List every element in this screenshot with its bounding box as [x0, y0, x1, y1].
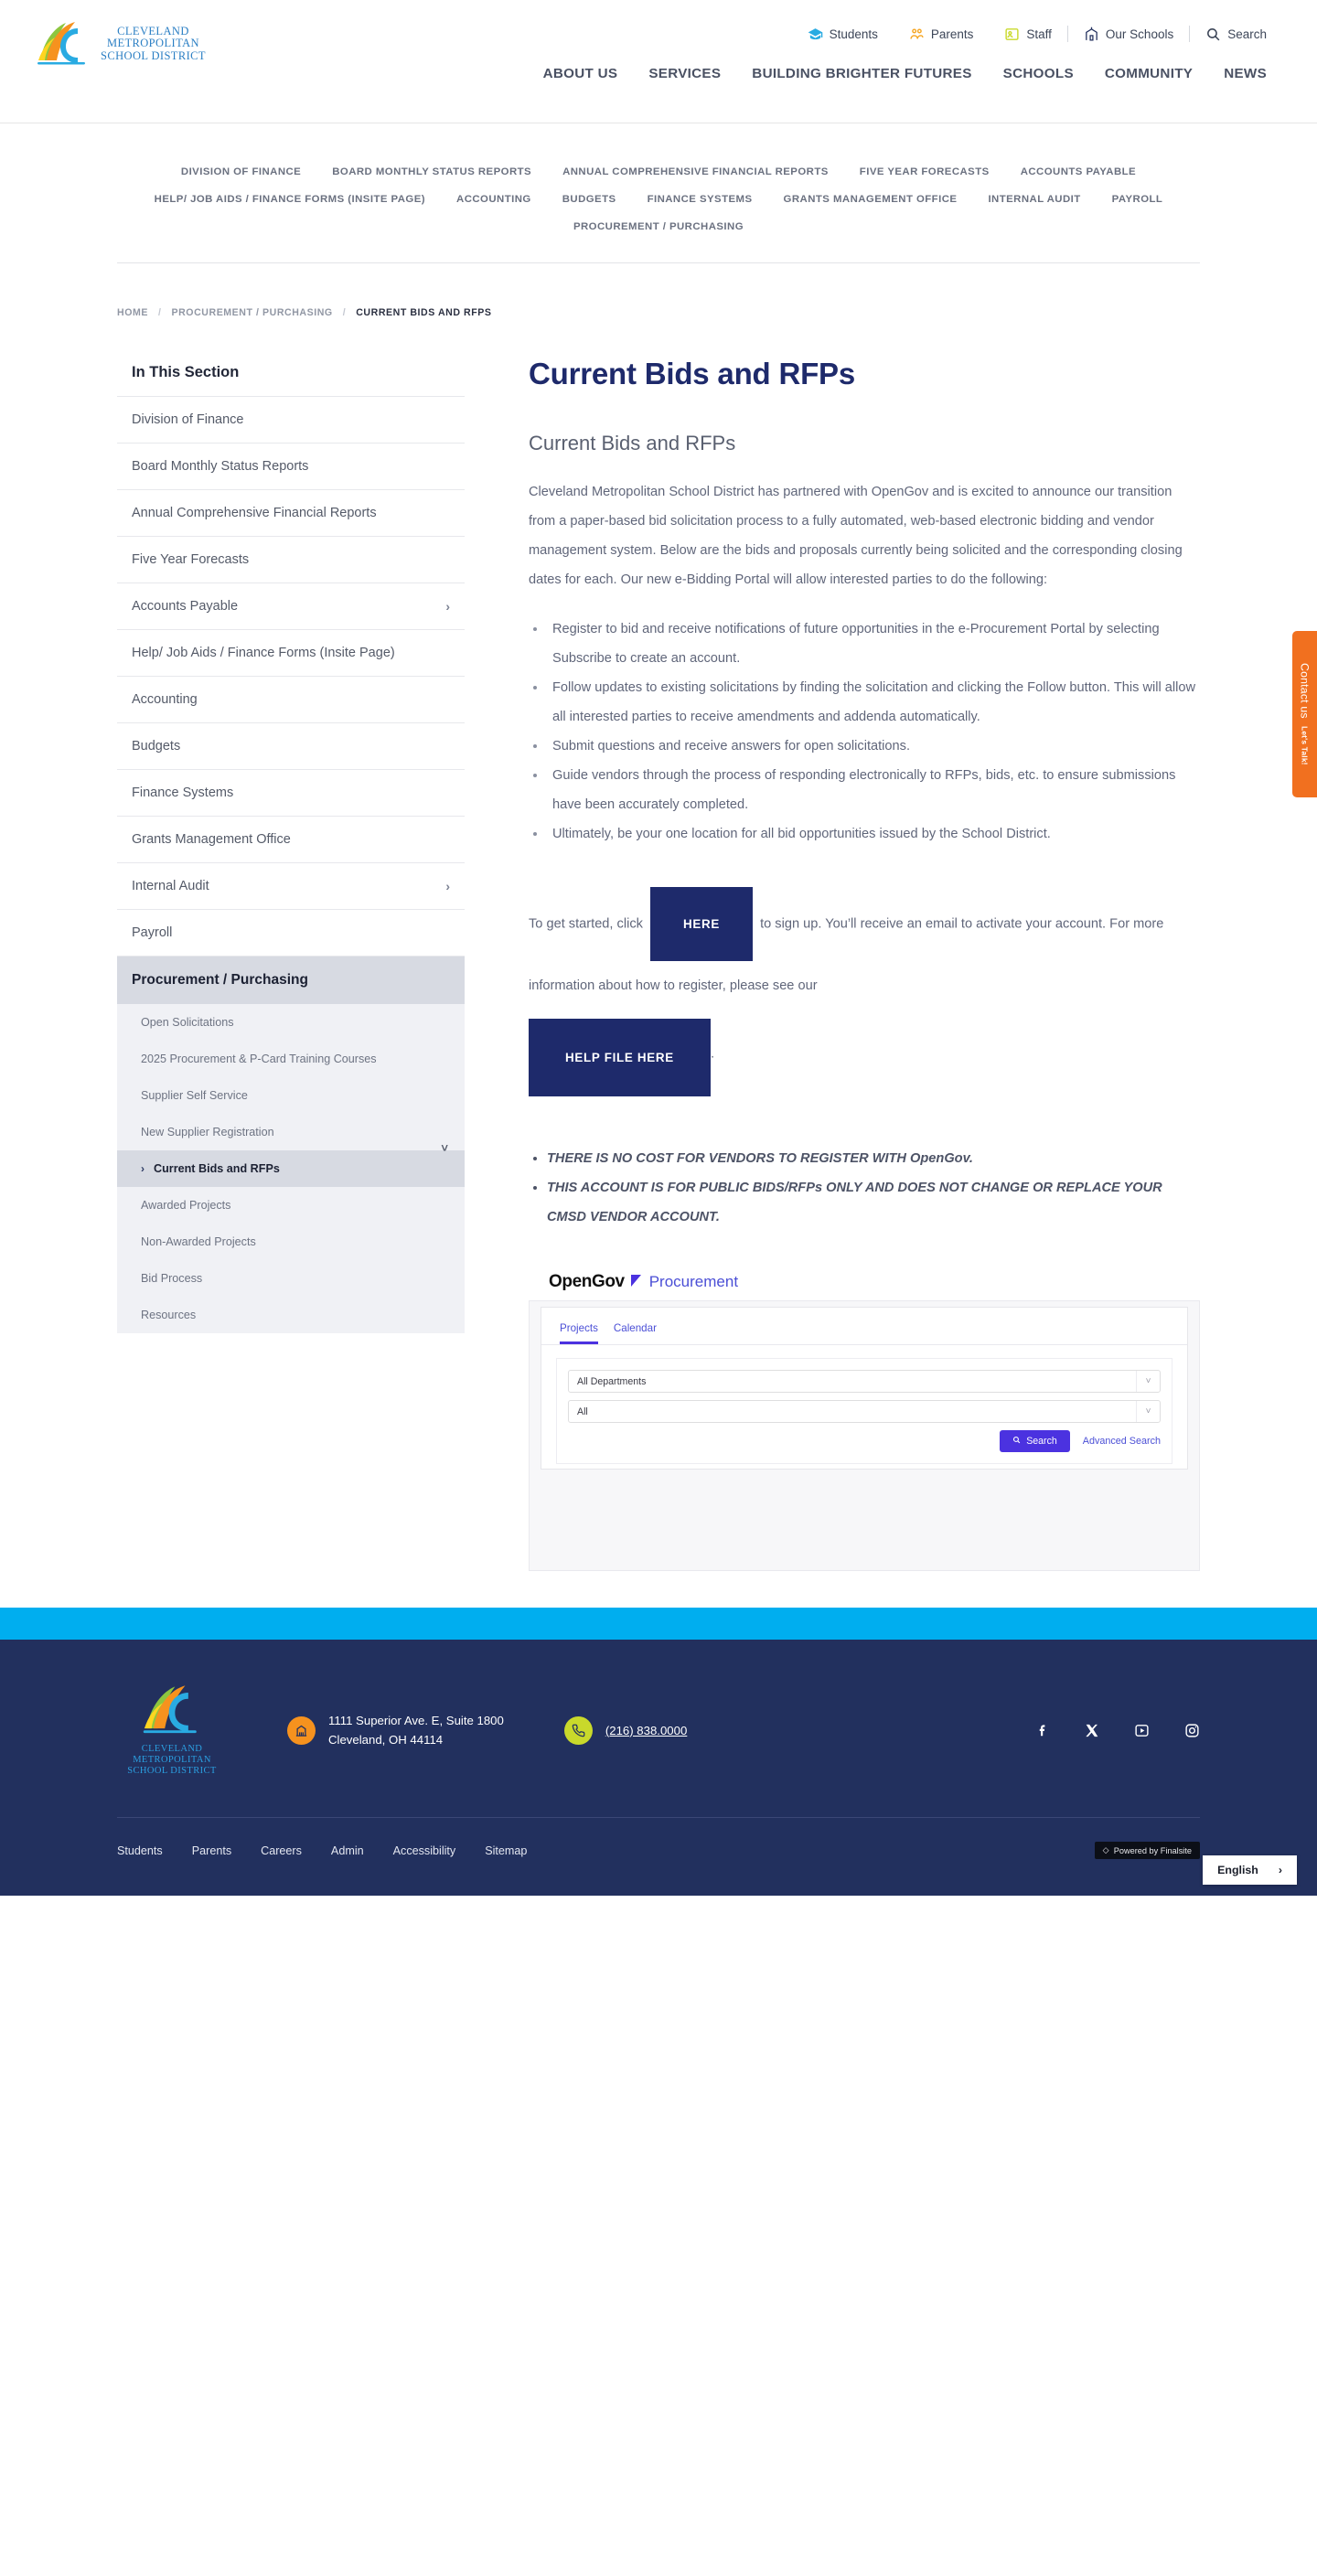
- x-twitter-icon[interactable]: [1085, 1723, 1099, 1738]
- language-label: English: [1217, 1864, 1258, 1876]
- footer-link-accessibility[interactable]: Accessibility: [392, 1844, 456, 1857]
- footer-link-careers[interactable]: Careers: [261, 1844, 302, 1857]
- sidebar-sublabel: Current Bids and RFPs: [154, 1162, 280, 1175]
- breadcrumb-current: CURRENT BIDS AND RFPS: [356, 307, 492, 318]
- utility-label-staff: Staff: [1026, 27, 1052, 41]
- subnav-finance-systems[interactable]: FINANCE SYSTEMS: [647, 194, 753, 205]
- sidebar-subitem-bid-process[interactable]: [117, 1260, 465, 1297]
- sidebar-label: Division of Finance: [132, 412, 244, 427]
- subnav-help-job-aids[interactable]: HELP/ JOB AIDS / FINANCE FORMS (INSITE PAGE): [154, 194, 426, 205]
- opengov-filter-panel: [556, 1358, 1172, 1464]
- subnav-annual-comprehensive-financial-reports[interactable]: ANNUAL COMPREHENSIVE FINANCIAL REPORTS: [562, 166, 829, 177]
- logo-line-1: CLEVELAND: [117, 24, 189, 37]
- subnav-row-2: [117, 186, 1200, 213]
- sidebar-item-division-of-finance[interactable]: [117, 397, 465, 444]
- nav-item-building-brighter-futures[interactable]: BUILDING BRIGHTER FUTURES: [752, 66, 972, 81]
- sidebar-subitem-awarded-projects[interactable]: [117, 1187, 465, 1224]
- list-item: • Register to bid and receive notifications of future opportunities in the e-Procurement Portal by selecting Subscribe to create an account.: [547, 615, 1200, 673]
- list-item: • THIS ACCOUNT IS FOR PUBLIC BIDS/RFPs ONLY AND DOES NOT CHANGE OR REPLACE YOUR CMSD VENDOR ACCOUNT.: [547, 1173, 1200, 1232]
- building-icon: [287, 1716, 316, 1745]
- footer-link-admin[interactable]: Admin: [330, 1844, 364, 1857]
- logo-wordmark: [101, 26, 206, 63]
- breadcrumb-separator-2: /: [342, 307, 347, 318]
- sidebar-sublabel: Supplier Self Service: [141, 1089, 248, 1102]
- sidebar-sublabel: New Supplier Registration: [141, 1126, 274, 1138]
- subnav-division-of-finance[interactable]: DIVISION OF FINANCE: [180, 166, 302, 177]
- breadcrumb-home[interactable]: HOME: [117, 307, 148, 318]
- graduation-cap-icon: [808, 27, 823, 42]
- list-item: • Submit questions and receive answers for open solicitations.: [547, 732, 1200, 761]
- search-button-label: Search: [1026, 1436, 1057, 1447]
- cta-suffix-text: .: [710, 1046, 714, 1062]
- main-nav: [528, 66, 1282, 81]
- finalsite-diamond-icon: ◇: [1102, 1845, 1109, 1855]
- sidebar-label: Help/ Job Aids / Finance Forms (Insite Page): [132, 646, 395, 660]
- sidebar-sublabel: Open Solicitations: [141, 1016, 234, 1029]
- subnav-row-1: [117, 158, 1200, 186]
- site-header: [0, 0, 1317, 123]
- sidebar-item-procurement-purchasing[interactable]: [117, 957, 465, 1004]
- nav-item-community[interactable]: COMMUNITY: [1104, 66, 1194, 81]
- sidebar-item-help-job-aids[interactable]: [117, 630, 465, 677]
- page-title: Current Bids and RFPs: [529, 357, 856, 390]
- opengov-card: [541, 1307, 1188, 1470]
- footer-link-sitemap[interactable]: Sitemap: [485, 1844, 528, 1857]
- sidebar-sublabel: Non-Awarded Projects: [141, 1235, 256, 1248]
- search-icon: [1205, 27, 1221, 42]
- footer-bottom-row: [117, 1818, 1200, 1896]
- cta-middle-text: to sign up. You’ll receive an email to activate your account. For more information about how to register, please see our: [529, 916, 1164, 993]
- sidebar-label: Finance Systems: [132, 786, 234, 800]
- search-button[interactable]: [1000, 1430, 1070, 1452]
- logo-line-2: METROPOLITAN: [106, 37, 199, 50]
- utility-nav: [792, 26, 1282, 42]
- opengov-caret-icon: [631, 1275, 641, 1287]
- footer-logo-line-1: CLEVELAND: [141, 1744, 203, 1754]
- utility-label-search: Search: [1227, 27, 1267, 41]
- list-item: • Ultimately, be your one location for all bid opportunities issued by the School District.: [547, 819, 1200, 849]
- site-footer: [0, 1640, 1317, 1896]
- sidebar-subitem-open-solicitations[interactable]: [117, 1004, 465, 1041]
- status-select[interactable]: [568, 1400, 1161, 1423]
- sidebar-item-board-monthly-status-reports[interactable]: [117, 444, 465, 490]
- subnav-row-3: [117, 213, 1200, 240]
- parents-icon: [909, 27, 925, 42]
- nav-item-about-us[interactable]: ABOUT US: [542, 66, 618, 81]
- subnav-payroll[interactable]: PAYROLL: [1111, 194, 1163, 205]
- footer-phone-link[interactable]: (216) 838.0000: [605, 1723, 688, 1737]
- sidebar-subitem-non-awarded-projects[interactable]: [117, 1224, 465, 1260]
- sidebar-label: Accounting: [132, 692, 198, 707]
- address-line-2: Cleveland, OH 44114: [328, 1733, 444, 1747]
- footer-link-parents[interactable]: Parents: [191, 1844, 232, 1857]
- intro-paragraph: Cleveland Metropolitan School District has partnered with OpenGov and is excited to announce our transition from a paper-based bid solicitation process to a fully automated, web-based electronic bidding and vendor management system. Below are the bids and proposals currently being solicited and the corresponding closing dates for each. Our new e-Bidding Portal will allow interested parties to do the following:: [529, 485, 1183, 587]
- cta-paragraph: [529, 887, 1200, 1096]
- sidebar-sublabel: Awarded Projects: [141, 1199, 231, 1212]
- youtube-icon[interactable]: [1134, 1723, 1150, 1738]
- search-icon: [1012, 1436, 1021, 1447]
- sidebar-item-accounts-payable[interactable]: [117, 583, 465, 630]
- utility-label-parents: Parents: [930, 27, 974, 41]
- utility-item-staff[interactable]: [989, 27, 1067, 42]
- advanced-search-link[interactable]: Advanced Search: [1082, 1436, 1161, 1447]
- sidebar-label: Payroll: [132, 925, 173, 940]
- footer-link-students[interactable]: Students: [117, 1844, 163, 1857]
- logo-line-3: SCHOOL DISTRICT: [101, 48, 206, 62]
- utility-label-our-schools: Our Schools: [1105, 27, 1174, 41]
- list-item: • Guide vendors through the process of responding electronically to RFPs, bids, etc. to ensure submissions have been accurately completed.: [547, 761, 1200, 819]
- sidebar-subitem-supplier-self-service[interactable]: [117, 1077, 465, 1114]
- sidebar-item-internal-audit[interactable]: [117, 863, 465, 910]
- important-notes-list: [547, 1144, 1200, 1232]
- sidebar-item-five-year-forecasts[interactable]: [117, 537, 465, 583]
- language-selector[interactable]: [1203, 1855, 1297, 1885]
- instagram-icon[interactable]: [1184, 1723, 1200, 1738]
- sidebar-label: Five Year Forecasts: [132, 552, 250, 567]
- sidebar-label: Procurement / Purchasing: [132, 972, 308, 988]
- nav-item-services[interactable]: SERVICES: [648, 66, 722, 81]
- sidebar-label: Grants Management Office: [132, 832, 291, 847]
- contact-us-tab[interactable]: [1292, 631, 1317, 797]
- opengov-brand: OpenGov: [549, 1272, 625, 1291]
- footer-logo-line-3: SCHOOL DISTRICT: [127, 1766, 217, 1776]
- sidebar-title: In This Section: [117, 349, 465, 397]
- sidebar-item-accounting[interactable]: [117, 677, 465, 723]
- list-item: • Follow updates to existing solicitations by finding the solicitation and clicking the Follow button. This will allow all interested parties to receive amendments and addenda automatically.: [547, 673, 1200, 732]
- sidebar-sublabel: 2025 Procurement & P-Card Training Courses: [141, 1053, 377, 1065]
- sidebar-sublabel: Bid Process: [141, 1272, 203, 1285]
- chevron-right-icon[interactable]: ›: [1278, 1864, 1282, 1876]
- nav-item-news[interactable]: NEWS: [1224, 66, 1267, 81]
- sidebar-subitem-current-bids-and-rfps[interactable]: [117, 1141, 465, 1187]
- footer-wordmark: [117, 1744, 227, 1777]
- section-main-content: [465, 349, 1200, 1571]
- sidebar-sublist: [117, 1004, 465, 1333]
- contact-us-label: Contact us: [1298, 663, 1312, 720]
- sidebar-item-finance-systems[interactable]: [117, 770, 465, 817]
- help-file-here-button[interactable]: HELP FILE HERE: [529, 1019, 711, 1096]
- school-building-icon: [1084, 27, 1099, 42]
- status-select-value: All: [577, 1406, 588, 1417]
- cmsd-logo-icon: [35, 20, 91, 68]
- subnav-procurement-purchasing[interactable]: PROCUREMENT / PURCHASING: [573, 221, 744, 232]
- opengov-tabs: [541, 1308, 1187, 1345]
- footer-phone-block: [564, 1716, 687, 1745]
- staff-badge-icon: [1004, 27, 1020, 42]
- footer-social-links: [1036, 1722, 1200, 1738]
- sidebar-item-annual-comprehensive-financial-reports[interactable]: [117, 490, 465, 537]
- breadcrumb: [117, 307, 1200, 318]
- chevron-down-icon[interactable]: ˅: [1136, 1401, 1160, 1422]
- utility-label-students: Students: [829, 27, 878, 41]
- subnav-internal-audit[interactable]: INTERNAL AUDIT: [988, 194, 1081, 205]
- section-sidebar: [117, 349, 465, 1333]
- utility-item-our-schools[interactable]: [1068, 27, 1189, 42]
- phone-icon: [564, 1716, 593, 1745]
- nav-item-schools[interactable]: SCHOOLS: [1002, 66, 1074, 81]
- sidebar-label: Budgets: [132, 739, 181, 754]
- sidebar-label: Accounts Payable: [132, 599, 239, 614]
- section-subnav: [0, 123, 1317, 282]
- subnav-grants-management-office[interactable]: GRANTS MANAGEMENT OFFICE: [783, 194, 958, 205]
- chevron-down-icon[interactable]: ˅: [441, 1141, 448, 1155]
- opengov-actions: [568, 1430, 1161, 1452]
- sidebar-subitem-new-supplier-registration[interactable]: [117, 1114, 465, 1150]
- opengov-iframe: [529, 1300, 1200, 1571]
- subnav-accounts-payable[interactable]: ACCOUNTS PAYABLE: [1020, 166, 1137, 177]
- sidebar-item-grants-management-office[interactable]: [117, 817, 465, 863]
- sidebar-item-budgets[interactable]: [117, 723, 465, 770]
- subnav-accounting[interactable]: ACCOUNTING: [456, 194, 531, 205]
- utility-item-students[interactable]: [792, 27, 894, 42]
- sidebar-sublabel: Resources: [141, 1309, 197, 1321]
- finalsite-badge[interactable]: [1095, 1842, 1200, 1859]
- breadcrumb-procurement[interactable]: PROCUREMENT / PURCHASING: [171, 307, 333, 318]
- feature-bullet-list: [547, 615, 1200, 849]
- facebook-icon[interactable]: [1036, 1722, 1050, 1738]
- here-button[interactable]: HERE: [650, 887, 753, 961]
- chevron-right-icon: ›: [141, 1162, 145, 1175]
- sidebar-label: Internal Audit: [132, 879, 209, 893]
- cta-prefix-text: To get started, click: [529, 916, 643, 932]
- sidebar-label: Annual Comprehensive Financial Reports: [132, 506, 377, 520]
- finalsite-badge-label: Powered by Finalsite: [1113, 1845, 1192, 1855]
- department-select-value: All Departments: [577, 1375, 647, 1387]
- footer-logo-line-2: METROPOLITAN: [133, 1755, 211, 1765]
- sidebar-subitem-2025-procurement-training[interactable]: [117, 1041, 465, 1077]
- page-body: [117, 318, 1200, 1608]
- list-item: • THERE IS NO COST FOR VENDORS TO REGISTER WITH OpenGov.: [547, 1144, 1200, 1173]
- sidebar-subitem-resources[interactable]: [117, 1297, 465, 1333]
- footer-logo[interactable]: [117, 1683, 227, 1777]
- footer-wave-divider: [0, 1608, 1317, 1640]
- sidebar-label: Board Monthly Status Reports: [132, 459, 309, 474]
- department-select[interactable]: [568, 1370, 1161, 1393]
- chevron-right-icon[interactable]: ›: [445, 599, 450, 614]
- subnav-board-monthly-status-reports[interactable]: BOARD MONTHLY STATUS REPORTS: [332, 166, 532, 177]
- sidebar-item-payroll[interactable]: [117, 910, 465, 957]
- subnav-budgets[interactable]: BUDGETS: [562, 194, 616, 205]
- tab-projects[interactable]: Projects: [560, 1322, 598, 1344]
- tab-calendar[interactable]: Calendar: [613, 1322, 657, 1334]
- utility-item-search[interactable]: [1190, 27, 1282, 42]
- opengov-product-label: Procurement: [648, 1273, 739, 1290]
- footer-top-row: [117, 1683, 1200, 1777]
- opengov-header: [529, 1272, 1200, 1292]
- section-heading: Current Bids and RFPs: [529, 432, 736, 454]
- chevron-right-icon[interactable]: ›: [445, 879, 450, 893]
- address-line-1: 1111 Superior Ave. E, Suite 1800: [328, 1714, 504, 1727]
- utility-item-parents[interactable]: [894, 27, 990, 42]
- subnav-five-year-forecasts[interactable]: FIVE YEAR FORECASTS: [859, 166, 990, 177]
- breadcrumb-separator-1: /: [157, 307, 162, 318]
- footer-address: [328, 1711, 504, 1749]
- opengov-embed: [529, 1272, 1200, 1571]
- footer-address-block: [287, 1711, 504, 1749]
- chevron-down-icon[interactable]: ˅: [1136, 1371, 1160, 1392]
- lets-talk-label: Let's Talk!: [1300, 726, 1310, 765]
- site-logo[interactable]: [35, 20, 206, 68]
- cmsd-logo-icon: [140, 1683, 204, 1737]
